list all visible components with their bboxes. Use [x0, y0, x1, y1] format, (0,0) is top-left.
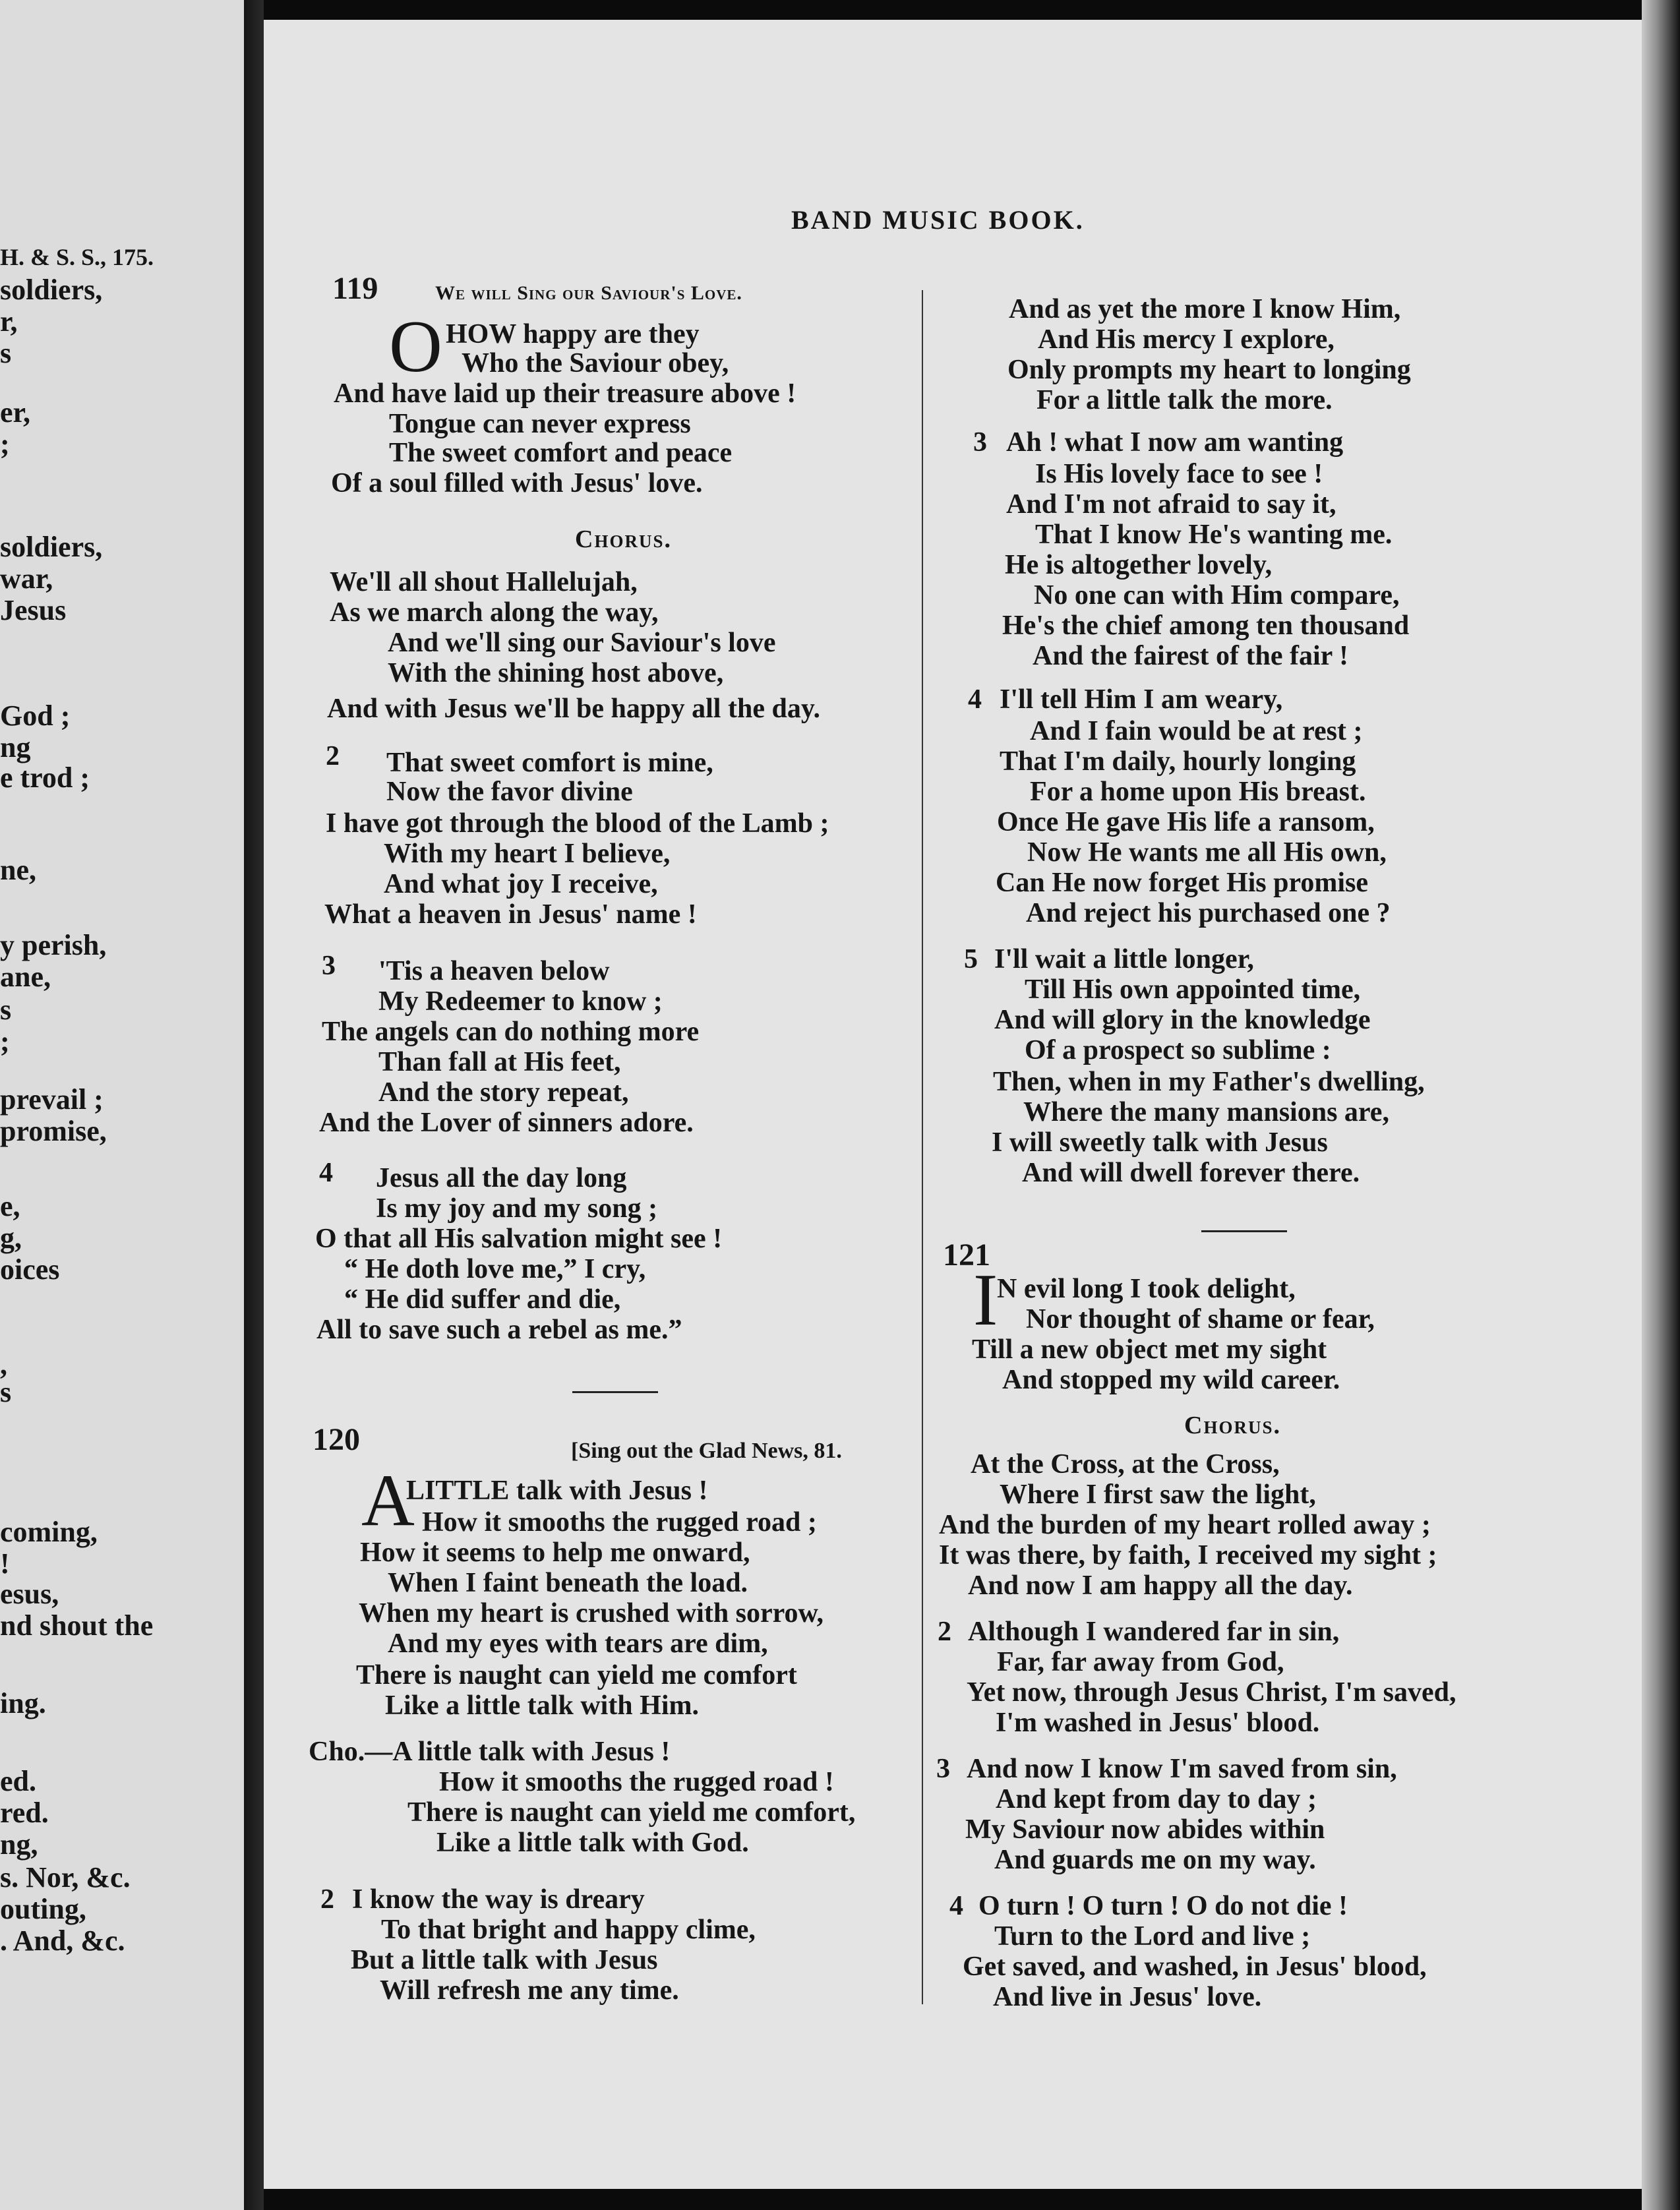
verse-line: And reject his purchased one ? — [1026, 898, 1391, 928]
running-header: BAND MUSIC BOOK. — [791, 205, 1085, 235]
verse-line: Once He gave His life a ransom, — [997, 807, 1375, 837]
verse-number: 5 — [964, 944, 978, 974]
verse-line: Is His lovely face to see ! — [1035, 459, 1323, 489]
chorus-line: And the burden of my heart rolled away ; — [939, 1510, 1431, 1540]
verse-line: Ah ! what I now am wanting — [1006, 427, 1344, 458]
left-fragment: ; — [0, 1025, 10, 1058]
verse-line: Nor thought of shame or fear, — [1026, 1304, 1375, 1334]
verse-number: 2 — [938, 1617, 951, 1647]
verse-line: Turn to the Lord and live ; — [994, 1921, 1311, 1952]
verse-line: That I'm daily, hourly longing — [1000, 746, 1356, 777]
left-fragment: outing, — [0, 1893, 86, 1925]
section-rule — [1201, 1230, 1287, 1232]
verse-line: I'll wait a little longer, — [994, 944, 1254, 974]
verse-line: I'll tell Him I am weary, — [1000, 684, 1283, 715]
chorus-line: With the shining host above, — [388, 658, 724, 688]
verse-line: Of a soul filled with Jesus' love. — [331, 468, 703, 498]
tune-reference: [Sing out the Glad News, 81. — [571, 1439, 842, 1463]
verse-line: And I fain would be at rest ; — [1030, 716, 1363, 746]
drop-cap: A — [361, 1460, 415, 1541]
chorus-line: Like a little talk with God. — [436, 1828, 749, 1858]
verse-line: N evil long I took delight, — [997, 1274, 1296, 1304]
column-divider — [922, 290, 923, 2004]
left-fragment: ane, — [0, 961, 51, 993]
verse-line: Than fall at His feet, — [378, 1047, 621, 1077]
left-fragment: soldiers, — [0, 531, 103, 563]
hymn-title: We will Sing our Saviour's Love. — [435, 282, 742, 304]
chorus-line: Where I first saw the light, — [1000, 1479, 1316, 1510]
verse-line: All to save such a rebel as me.” — [316, 1315, 682, 1345]
left-fragment: ! — [0, 1547, 10, 1580]
verse-line: And what joy I receive, — [384, 869, 658, 899]
left-fragment: . And, &c. — [0, 1925, 125, 1957]
left-fragment: H. & S. S., 175. — [0, 244, 154, 270]
left-fragment: y perish, — [0, 929, 107, 961]
left-fragment: s — [0, 994, 12, 1026]
verse-number: 3 — [936, 1754, 950, 1784]
page-edge — [1642, 0, 1680, 2210]
verse-line: And as yet the more I know Him, — [1009, 294, 1401, 324]
hymn-number: 120 — [313, 1422, 360, 1457]
verse-line: And His mercy I explore, — [1038, 324, 1335, 355]
verse-line: O turn ! O turn ! O do not die ! — [978, 1891, 1348, 1921]
hymn-number: 119 — [332, 271, 378, 306]
chorus-line: And with Jesus we'll be happy all the day. — [327, 694, 821, 724]
verse-line: And the story repeat, — [378, 1077, 629, 1108]
verse-line: Of a prospect so sublime : — [1025, 1035, 1331, 1065]
verse-line: The angels can do nothing more — [322, 1017, 700, 1047]
verse-number: 3 — [322, 951, 336, 981]
chorus-label: Chorus. — [1184, 1412, 1281, 1439]
left-fragment: e trod ; — [0, 762, 90, 794]
verse-line: Is my joy and my song ; — [376, 1193, 658, 1224]
verse-line: And stopped my wild career. — [1002, 1365, 1340, 1395]
verse-line: Jesus all the day long — [376, 1163, 627, 1193]
left-fragment: s. Nor, &c. — [0, 1861, 131, 1894]
chorus-line: And now I am happy all the day. — [968, 1570, 1353, 1601]
left-fragment: Jesus — [0, 594, 67, 626]
verse-line: Who the Saviour obey, — [462, 348, 729, 378]
verse-line: And live in Jesus' love. — [993, 1982, 1262, 2012]
verse-number: 2 — [326, 741, 340, 771]
chorus-line: As we march along the way, — [330, 597, 659, 628]
left-fragment: , — [0, 1348, 7, 1381]
chorus-line: How it smooths the rugged road ! — [439, 1767, 834, 1797]
verse-line: “ He did suffer and die, — [344, 1284, 621, 1315]
verse-line: When my heart is crushed with sorrow, — [359, 1598, 824, 1628]
verse-line: Till His own appointed time, — [1025, 974, 1361, 1005]
verse-line: Yet now, through Jesus Christ, I'm saved, — [967, 1677, 1456, 1708]
verse-line: Get saved, and washed, in Jesus' blood, — [963, 1952, 1427, 1982]
verse-line: Where the many mansions are, — [1023, 1097, 1389, 1127]
verse-line: Like a little talk with Him. — [385, 1690, 699, 1721]
verse-line: Now He wants me all His own, — [1027, 837, 1387, 868]
verse-number: 3 — [973, 427, 987, 458]
verse-line: “ He doth love me,” I cry, — [344, 1254, 646, 1284]
hymn-number: 121 — [943, 1238, 990, 1272]
left-fragment: coming, — [0, 1516, 98, 1548]
left-fragment: s — [0, 1376, 12, 1408]
book-gutter — [244, 0, 264, 2210]
verse-number: 4 — [319, 1158, 333, 1188]
verse-line: I have got through the blood of the Lamb ; — [326, 808, 829, 839]
left-fragment: soldiers, — [0, 274, 103, 306]
chorus-label: Chorus. — [575, 525, 672, 553]
left-fragment: r, — [0, 305, 18, 338]
verse-line: I will sweetly talk with Jesus — [992, 1127, 1328, 1158]
verse-line: No one can with Him compare, — [1034, 580, 1400, 611]
left-fragment: nd shout the — [0, 1609, 154, 1642]
left-fragment: prevail ; — [0, 1083, 104, 1116]
left-fragment: oices — [0, 1253, 60, 1286]
verse-line: Can He now forget His promise — [996, 868, 1369, 898]
verse-line: That I know He's wanting me. — [1035, 520, 1393, 550]
verse-number: 4 — [949, 1891, 963, 1921]
verse-line: 'Tis a heaven below — [378, 956, 610, 986]
verse-number: 4 — [968, 684, 982, 715]
verse-line: And the fairest of the fair ! — [1033, 641, 1349, 671]
left-fragment: ng — [0, 731, 31, 763]
left-fragment: esus, — [0, 1578, 59, 1610]
verse-line: How it seems to help me onward, — [360, 1538, 750, 1568]
drop-cap: O — [389, 306, 442, 388]
verse-line: And my eyes with tears are dim, — [388, 1628, 768, 1659]
section-rule — [572, 1391, 658, 1393]
verse-line: To that bright and happy clime, — [381, 1915, 756, 1945]
verse-line: There is naught can yield me comfort — [356, 1660, 797, 1690]
verse-line: And I'm not afraid to say it, — [1006, 489, 1336, 520]
verse-line: HOW happy are they — [446, 319, 700, 349]
verse-line: The sweet comfort and peace — [389, 438, 733, 468]
left-fragment: war, — [0, 562, 53, 595]
verse-line: That sweet comfort is mine, — [386, 748, 713, 778]
verse-number: 2 — [320, 1884, 334, 1915]
verse-line: Far, far away from God, — [997, 1647, 1284, 1677]
verse-line: When I faint beneath the load. — [388, 1568, 748, 1598]
verse-line: My Redeemer to know ; — [378, 986, 663, 1017]
verse-line: And will dwell forever there. — [1022, 1158, 1360, 1188]
verse-line: I'm washed in Jesus' blood. — [996, 1708, 1320, 1738]
left-fragment: er, — [0, 396, 31, 429]
verse-line: He is altogether lovely, — [1005, 550, 1273, 580]
verse-line: For a home upon His breast. — [1030, 777, 1366, 807]
left-fragment: red. — [0, 1797, 49, 1829]
chorus-line: Cho.—A little talk with Jesus ! — [309, 1737, 671, 1767]
left-fragment: ne, — [0, 854, 36, 886]
verse-line: And will glory in the knowledge — [994, 1005, 1371, 1035]
verse-line: My Saviour now abides within — [965, 1814, 1325, 1845]
verse-line: And guards me on my way. — [994, 1845, 1316, 1875]
verse-line: Although I wandered far in sin, — [968, 1617, 1340, 1647]
verse-line: LITTLE talk with Jesus ! — [406, 1476, 708, 1506]
left-fragment: g, — [0, 1222, 22, 1254]
chorus-line: We'll all shout Hallelujah, — [330, 567, 638, 597]
left-fragment: s — [0, 337, 12, 369]
verse-line: Will refresh me any time. — [380, 1975, 679, 2006]
left-fragment: ; — [0, 428, 10, 460]
verse-line: Then, when in my Father's dwelling, — [993, 1067, 1425, 1097]
verse-line: For a little talk the more. — [1036, 385, 1333, 415]
verse-line: How it smooths the rugged road ; — [422, 1507, 817, 1538]
drop-cap: I — [973, 1259, 998, 1341]
chorus-line: There is naught can yield me comfort, — [407, 1797, 856, 1828]
chorus-line: At the Cross, at the Cross, — [971, 1449, 1280, 1479]
chorus-line: And we'll sing our Saviour's love — [388, 628, 776, 658]
verse-line: But a little talk with Jesus — [351, 1945, 658, 1975]
left-page-fragment — [0, 0, 244, 2210]
verse-line: And kept from day to day ; — [996, 1784, 1317, 1814]
verse-line: I know the way is dreary — [352, 1884, 645, 1915]
left-fragment: ed. — [0, 1765, 36, 1797]
verse-line: And now I know I'm saved from sin, — [967, 1754, 1397, 1784]
verse-line: Only prompts my heart to longing — [1007, 355, 1411, 385]
verse-line: And the Lover of sinners adore. — [319, 1108, 694, 1138]
left-fragment: e, — [0, 1190, 20, 1222]
chorus-line: It was there, by faith, I received my sight ; — [939, 1540, 1437, 1570]
verse-line: Now the favor divine — [386, 777, 633, 807]
verse-line: And have laid up their treasure above ! — [334, 378, 796, 409]
left-fragment: ing. — [0, 1687, 46, 1719]
verse-line: Till a new object met my sight — [972, 1334, 1327, 1365]
verse-line: With my heart I believe, — [384, 839, 671, 869]
verse-line: What a heaven in Jesus' name ! — [324, 899, 697, 930]
left-fragment: God ; — [0, 700, 71, 732]
verse-line: Tongue can never express — [389, 409, 691, 439]
left-fragment: promise, — [0, 1115, 107, 1147]
left-fragment: ng, — [0, 1828, 38, 1861]
verse-line: O that all His salvation might see ! — [315, 1224, 723, 1254]
verse-line: He's the chief among ten thousand — [1002, 611, 1410, 641]
